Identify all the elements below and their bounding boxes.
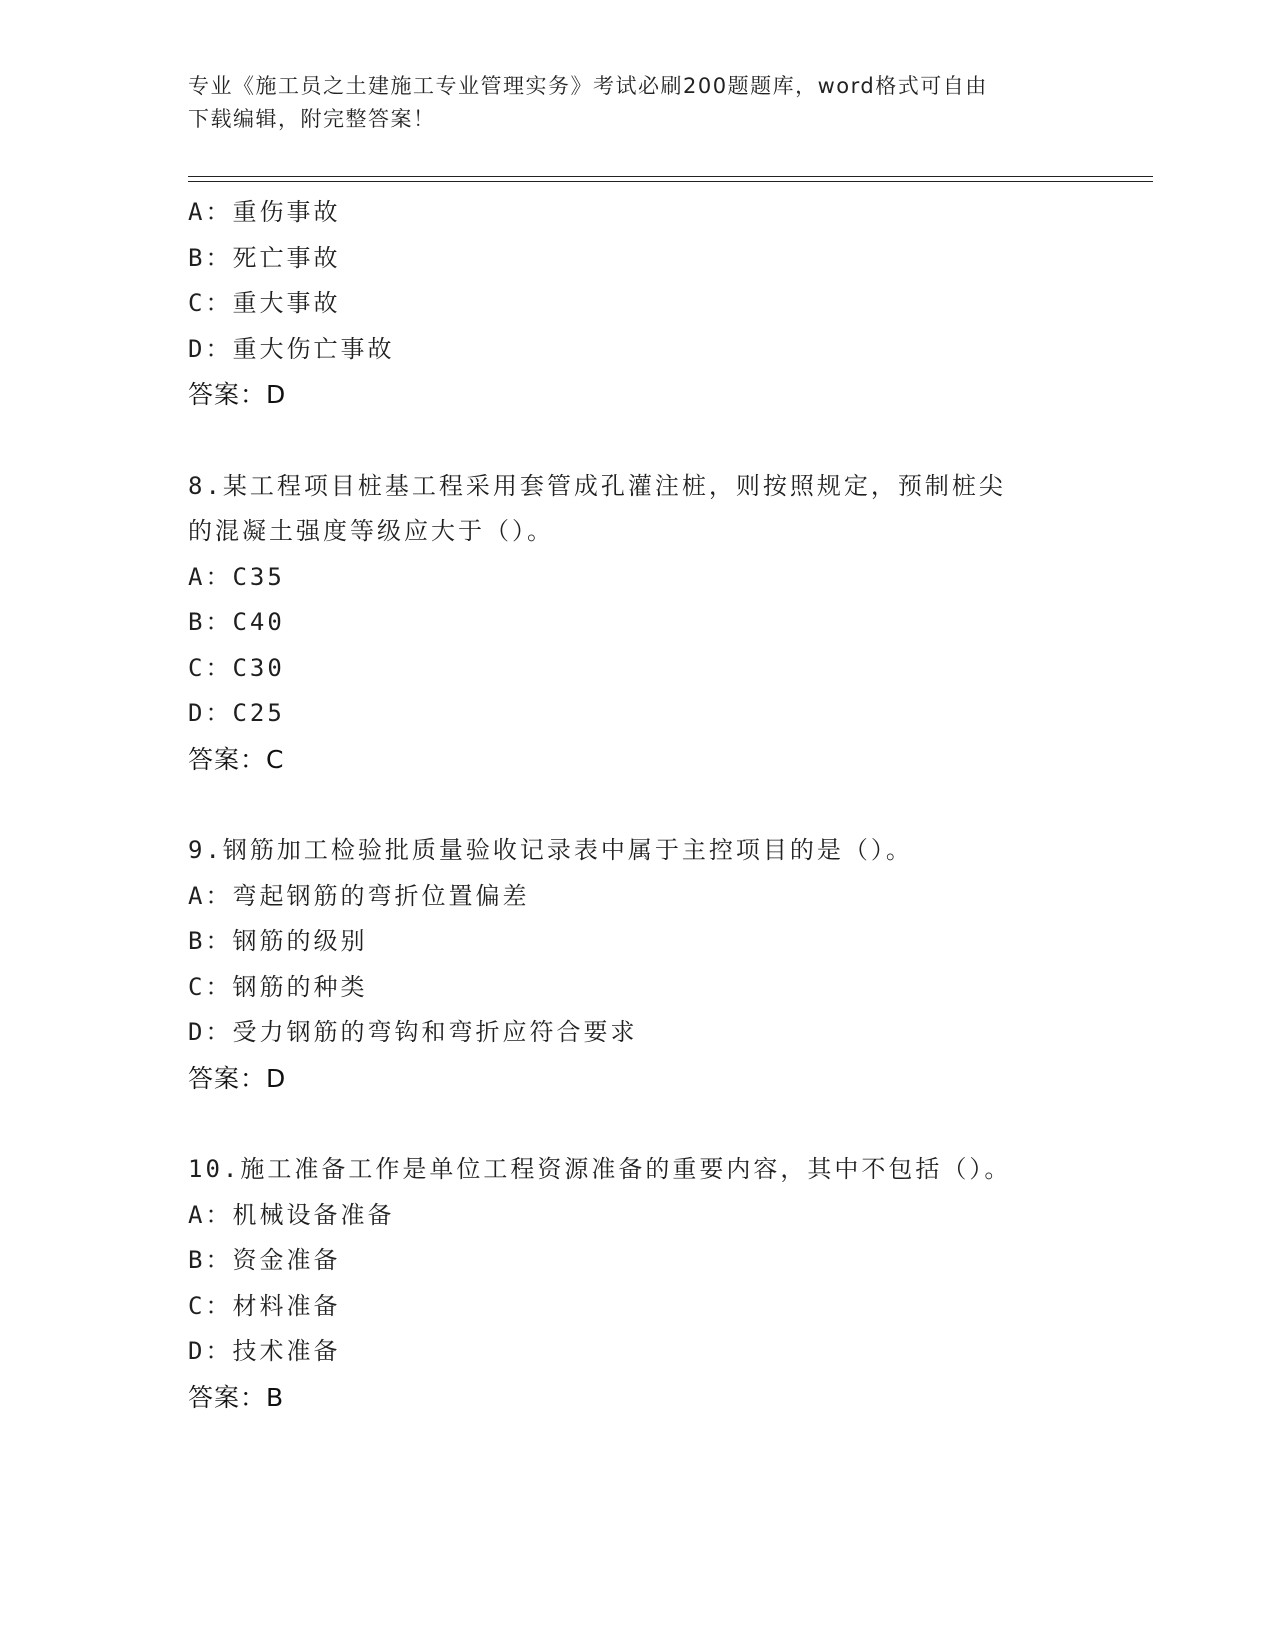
header-divider-bottom (188, 181, 1153, 182)
option-b: B：钢筋的级别 (188, 927, 368, 955)
option-d: D：技术准备 (188, 1337, 341, 1365)
question-list (188, 190, 1088, 1420)
spacer (188, 418, 1088, 464)
option-c: C：重大事故 (188, 289, 341, 317)
question-10 (188, 1147, 1088, 1420)
option-d: D：重大伤亡事故 (188, 334, 395, 363)
option-a: A：重伤事故 (188, 198, 341, 226)
option-d: D：受力钢筋的弯钩和弯折应符合要求 (188, 1018, 638, 1046)
option-c: C：C30 (188, 653, 285, 682)
option-d: D：C25 (188, 699, 285, 727)
question-7 (188, 190, 1088, 418)
answer-line: 答案：D (188, 1063, 287, 1093)
option-c: C：材料准备 (188, 1291, 341, 1320)
option-b: B：死亡事故 (188, 243, 341, 272)
question-stem: 9.钢筋加工检验批质量验收记录表中属于主控项目的是（）。 (188, 836, 913, 864)
option-c: C：钢筋的种类 (188, 972, 368, 1001)
spacer (188, 782, 1088, 828)
spacer (188, 1101, 1088, 1147)
answer-line: 答案：B (188, 1382, 285, 1412)
question-stem: 10.施工准备工作是单位工程资源准备的重要内容，其中不包括（）。 (188, 1155, 1012, 1183)
header-title-line-2: 下载编辑，附完整答案！ (188, 107, 436, 131)
answer-line: 答案：C (188, 744, 285, 774)
question-8 (188, 464, 1088, 783)
header-divider-top (188, 176, 1153, 177)
question-stem-line-2: 的混凝土强度等级应大于（）。 (188, 517, 554, 545)
option-b: B：C40 (188, 608, 285, 636)
option-a: A：C35 (188, 562, 285, 591)
question-9 (188, 828, 1088, 1101)
header-title-line-1: 专业《施工员之土建施工专业管理实务》考试必刷200题题库，word格式可自由 (188, 74, 988, 98)
option-b: B：资金准备 (188, 1246, 341, 1274)
option-a: A：机械设备准备 (188, 1200, 395, 1229)
document-header (188, 70, 1088, 136)
option-a: A：弯起钢筋的弯折位置偏差 (188, 881, 530, 910)
question-stem-line-1: 8.某工程项目桩基工程采用套管成孔灌注桩，则按照规定，预制桩尖 (188, 471, 1006, 500)
answer-line: 答案：D (188, 380, 287, 409)
